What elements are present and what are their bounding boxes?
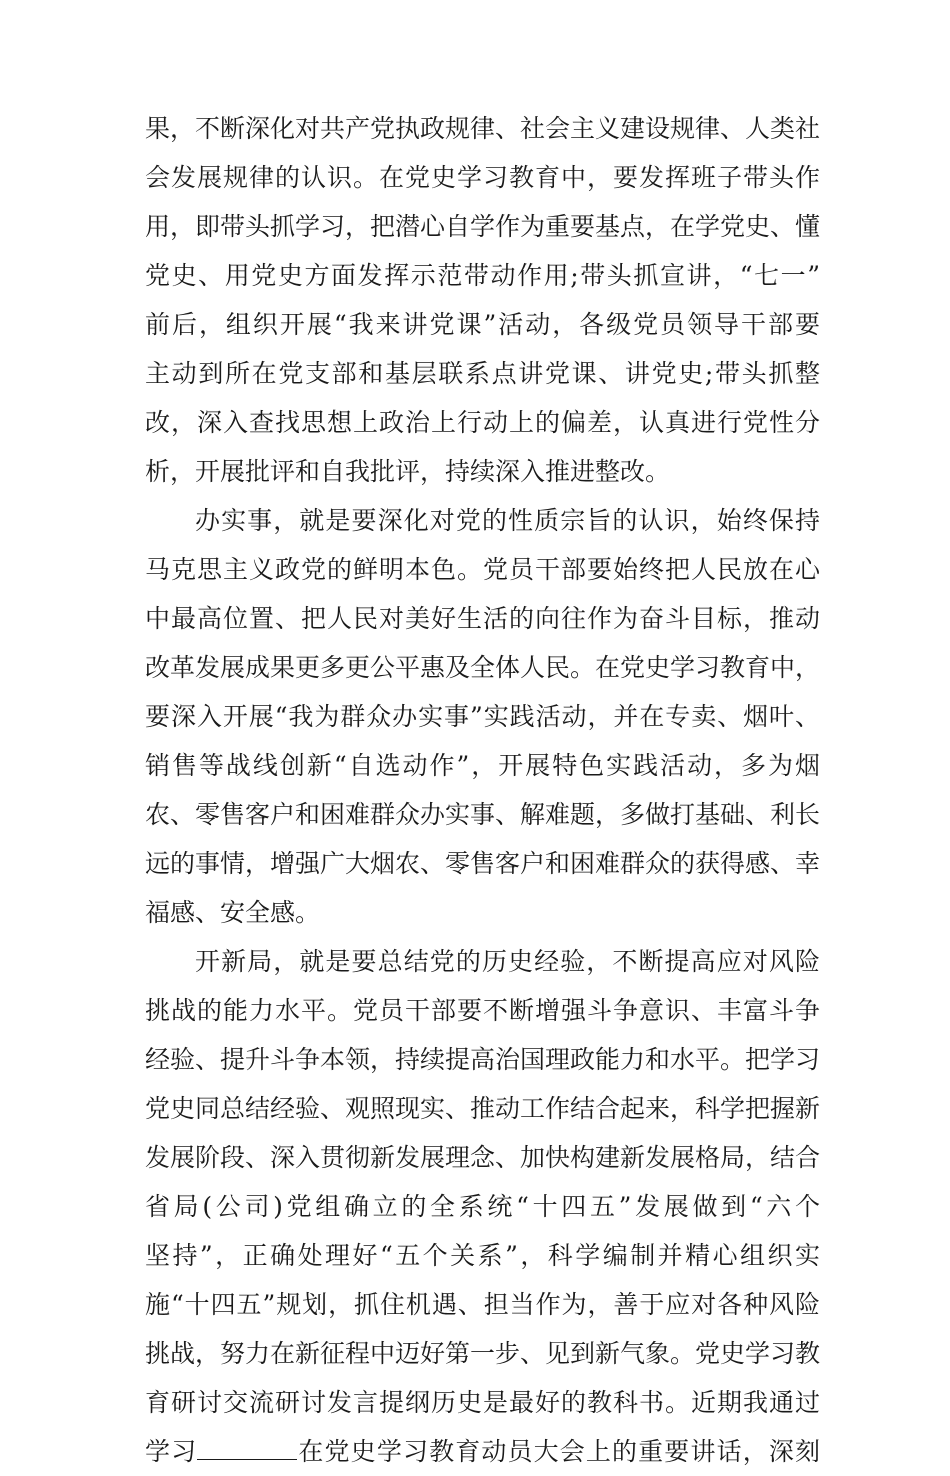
paragraph-2-line: 福感、安全感。 (145, 898, 321, 927)
paragraph-2-line: 中最高位置、把人民对美好生活的向往作为奋斗目标，推动 (145, 604, 820, 633)
paragraph-3-last-line (145, 1427, 820, 1476)
paragraph-2-line: 远的事情，增强广大烟农、零售客户和困难群众的获得感、幸 (145, 849, 821, 878)
paragraph-2-line: 办实事，就是要深化对党的性质宗旨的认识，始终保持 (195, 506, 820, 535)
paragraph-1-line: 果，不断深化对共产党执政规律、社会主义建设规律、人类社 (145, 114, 821, 143)
paragraph-3-line: 党史同总结经验、观照现实、推动工作结合起来，科学把握新 (145, 1094, 821, 1123)
paragraph-3-line: 挑战，努力在新征程中迈好第一步、见到新气象。党史学习教 (145, 1339, 821, 1368)
paragraph-1-line: 改，深入查找思想上政治上行动上的偏差，认真进行党性分 (145, 408, 820, 437)
last-line-prefix: 学习 (145, 1437, 198, 1466)
paragraph-3-line: 省局(公司)党组确立的全系统“十四五”发展做到“六个 (145, 1192, 820, 1221)
document-body (145, 104, 820, 1476)
paragraph-1-line: 党史、用党史方面发挥示范带动作用;带头抓宣讲，“七一” (145, 261, 820, 290)
paragraph-3-line: 育研讨交流研讨发言提纲历史是最好的教科书。近期我通过 (145, 1388, 820, 1417)
paragraph-1-line: 会发展规律的认识。在党史学习教育中，要发挥班子带头作 (145, 163, 820, 192)
paragraph-2-line: 农、零售客户和困难群众办实事、解难题，多做打基础、利长 (145, 800, 821, 829)
paragraph-1-line: 主动到所在党支部和基层联系点讲党课、讲党史;带头抓整 (145, 359, 820, 388)
paragraph-3-line: 开新局，就是要总结党的历史经验，不断提高应对风险 (195, 947, 820, 976)
paragraph-2-line: 销售等战线创新“自选动作”，开展特色实践活动，多为烟 (145, 751, 820, 780)
paragraph-1-line: 前后，组织开展“我来讲党课”活动，各级党员领导干部要 (145, 310, 820, 339)
fill-in-blank (197, 1437, 297, 1460)
paragraph-3-line: 施“十四五”规划，抓住机遇、担当作为，善于应对各种风险 (145, 1290, 820, 1319)
paragraph-1-line: 用，即带头抓学习，把潜心自学作为重要基点，在学党史、懂 (145, 212, 821, 241)
paragraph-3-line: 发展阶段、深入贯彻新发展理念、加快构建新发展格局，结合 (145, 1143, 821, 1172)
last-line-suffix: 在党史学习教育动员大会上的重要讲话，深刻 (297, 1437, 820, 1466)
paragraph-1-line: 析，开展批评和自我批评，持续深入推进整改。 (145, 457, 671, 486)
paragraph-3-line: 坚持”，正确处理好“五个关系”，科学编制并精心组织实 (145, 1241, 820, 1270)
paragraph-2-line: 改革发展成果更多更公平惠及全体人民。在党史学习教育中， (145, 653, 821, 682)
paragraph-2-line: 要深入开展“我为群众办实事”实践活动，并在专卖、烟叶、 (145, 702, 820, 731)
paragraph-3-line: 挑战的能力水平。党员干部要不断增强斗争意识、丰富斗争 (145, 996, 820, 1025)
paragraph-3-line: 经验、提升斗争本领，持续提高治国理政能力和水平。把学习 (145, 1045, 821, 1074)
paragraph-2-line: 马克思主义政党的鲜明本色。党员干部要始终把人民放在心 (145, 555, 820, 584)
